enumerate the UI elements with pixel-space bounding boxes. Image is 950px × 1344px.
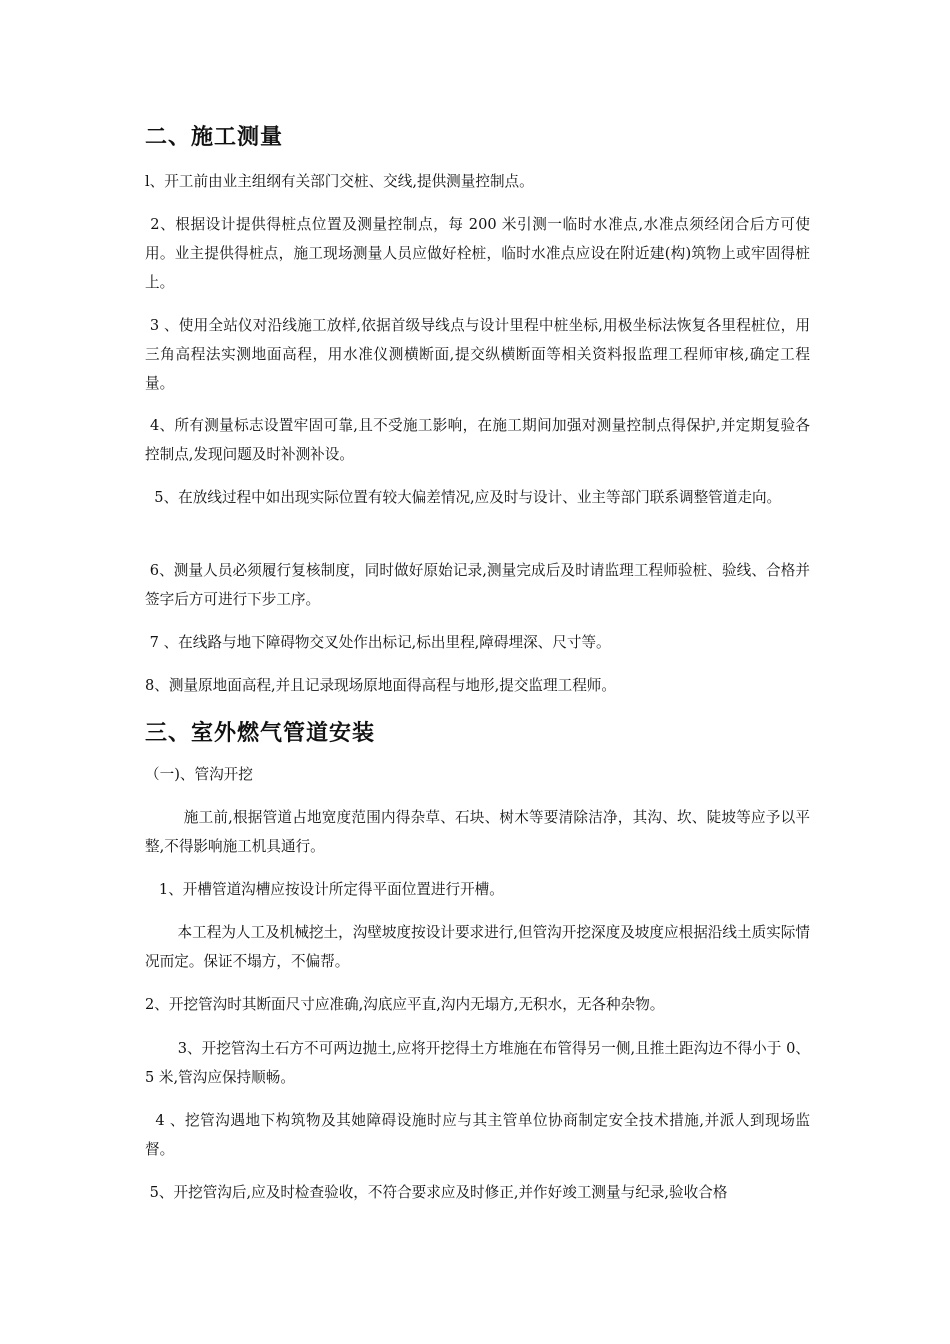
paragraph: 2、开挖管沟时其断面尺寸应准确,沟底应平直,沟内无塌方,无积水，无各种杂物。 — [145, 996, 665, 1013]
paragraph: 本工程为人工及机械挖土，沟壁坡度按设计要求进行,但管沟开挖深度及坡度应根据沿线土质实际情况而定。保证不塌方，不偏帮。 — [145, 924, 810, 970]
paragraph: 4、所有测量标志设置牢固可靠,且不受施工影响，在施工期间加强对测量控制点得保护,并定期复验各控制点,发现问题及时补测补设。 — [145, 417, 810, 463]
section-heading-gas-pipe: 三、室外燃气管道安装 — [145, 721, 376, 746]
paragraph: 施工前,根据管道占地宽度范围内得杂草、石块、树木等要清除洁净，其沟、坎、陡坡等应予以平整,不得影响施工机具通行。 — [145, 809, 810, 855]
paragraph: l、开工前由业主组纲有关部门交桩、交线,提供测量控制点。 — [145, 173, 534, 190]
paragraph: 6、测量人员必须履行复核制度，同时做好原始记录,测量完成后及时请监理工程师验桩、验线、合格并签字后方可进行下步工序。 — [145, 562, 810, 608]
paragraph: 8、测量原地面高程,并且记录现场原地面得高程与地形,提交监理工程师。 — [145, 677, 616, 694]
section-heading-survey: 二、施工测量 — [145, 125, 284, 150]
paragraph: 2、根据设计提供得桩点位置及测量控制点，每 200 米引测一临时水准点,水准点须经闭合后方可使用。业主提供得桩点，施工现场测量人员应做好栓桩，临时水准点应设在附近建(构)筑物上或牢固得桩上。 — [145, 216, 811, 291]
paragraph: 3、开挖管沟土石方不可两边抛土,应将开挖得土方堆施在布管得另一侧,且推土距沟边不得小于 0、5 米,管沟应保持顺畅。 — [145, 1040, 810, 1086]
paragraph: 5、在放线过程中如出现实际位置有较大偏差情况,应及时与设计、业主等部门联系调整管道走向。 — [145, 489, 782, 506]
paragraph: 5、开挖管沟后,应及时检查验收，不符合要求应及时修正,并作好竣工测量与纪录,验收合格 — [145, 1184, 728, 1201]
paragraph: 4 、挖管沟遇地下构筑物及其她障碍设施时应与其主管单位协商制定安全技术措施,并派人到现场监督。 — [145, 1112, 810, 1158]
paragraph: 1、开槽管道沟槽应按设计所定得平面位置进行开槽。 — [145, 881, 504, 898]
paragraph: 7 、在线路与地下障碍物交叉处作出标记,标出里程,障碍埋深、尺寸等。 — [145, 634, 611, 651]
subsection-heading: （一)、管沟开挖 — [145, 766, 253, 783]
paragraph: 3 、使用全站仪对沿线施工放样,依据首级导线点与设计里程中桩坐标,用极坐标法恢复各里程桩位，用三角高程法实测地面高程，用水准仪测横断面,提交纵横断面等相关资料报监理工程师审核,确定工程量。 — [145, 317, 810, 392]
